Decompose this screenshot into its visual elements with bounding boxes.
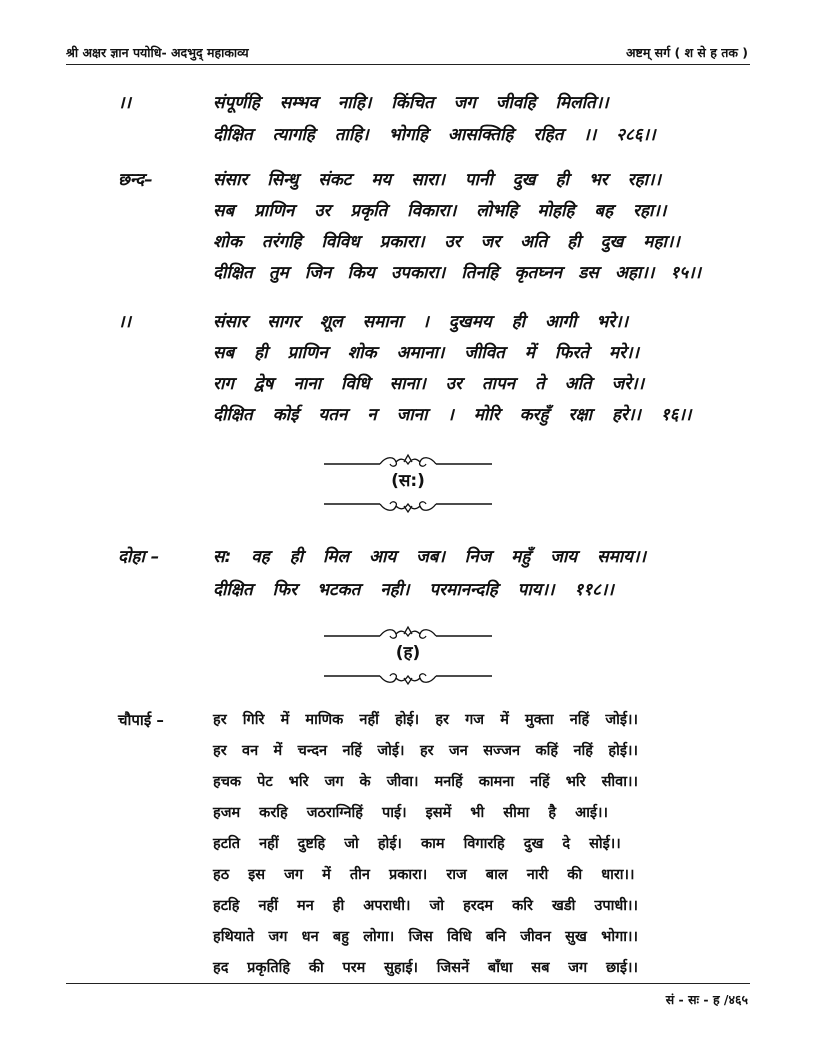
page-header (66, 40, 750, 65)
verse-line: हथियाते जग धन बहु लोगा। जिस विधि बनि जीवन सुख भोगा।। (213, 929, 638, 945)
verse-line: हर वन में चन्दन नहिं जोई। हर जन सज्जन कहिं नहिं होई।। (213, 743, 638, 759)
verse-line: संसार सागर शूल समाना । दुखमय ही आगी भरे।। (213, 312, 629, 332)
verse-line: दीक्षित तुम जिन किय उपकारा। तिनहि कृतघ्नन डस अहा।। १५।। (213, 263, 701, 283)
verse-line: हटति नहीं दुष्टहि जो होई। काम विगारहि दुख दे सोई।। (213, 836, 621, 852)
verse-line: हजम करहि जठराग्निहिं पाई। इसमें भी सीमा है आई।। (213, 805, 608, 821)
verse-line: हचक पेट भरि जग के जीवा। मनहिं कामना नहिं भरि सीवा।। (213, 774, 638, 790)
verse-line: राग द्वेष नाना विधि साना। उर तापन ते अति जरे।। (213, 374, 645, 394)
verse-line: हद प्रकृतिहि की परम सुहाई। जिसनें बाँधा सब जग छाई।। (213, 960, 638, 976)
section-divider-ha (320, 624, 496, 688)
stanza-label: चौपाई – (118, 711, 164, 729)
chapter-title: अष्टम् सर्ग ( श से ह तक ) (625, 45, 748, 60)
stanza-label: छन्द– (118, 170, 153, 190)
verse-line: शोक तरंगहि विविध प्रकारा। उर जर अति ही दुख महा।। (213, 232, 680, 252)
verse-line: दीक्षित त्यागहि ताहि। भोगहि आसक्तिहि रहित ।। २८६।। (213, 125, 656, 145)
verse-line: सब प्राणिन उर प्रकृति विकारा। लोभहि मोहहि बह रहा।। (213, 201, 667, 221)
stanza-label: दोहा – (118, 547, 160, 567)
verse-line: हठ इस जग में तीन प्रकारा। राज बाल नारी की धारा।। (213, 867, 635, 883)
verse-line: दीक्षित कोई यतन न जाना । मोरि करहुँ रक्षा हरे।। १६।। (213, 405, 692, 425)
section-title: (स:) (391, 471, 425, 491)
verse-line: संपूर्णहि सम्भव नाहि। किंचित जग जीवहि मिलति।। (213, 93, 609, 113)
ornament-bottom-icon (320, 496, 496, 516)
verse-line: स: वह ही मिल आय जब। निज महुँ जाय समाय।। (213, 547, 646, 567)
verse-line: सब ही प्राणिन शोक अमाना। जीवित में फिरते मरे।। (213, 343, 639, 363)
book-title: श्री अक्षर ज्ञान पयोधि- अदभुद् महाकाव्य (66, 45, 249, 60)
verse-line: हर गिरि में माणिक नहीं होई। हर गज में मुक्ता नहिं जोई।। (213, 712, 638, 728)
stanza-label: ।। (118, 312, 131, 332)
page-number: सं - सः - ह /४६५ (665, 992, 748, 1007)
ornament-bottom-icon (320, 668, 496, 688)
verse-line: संसार सिन्धु संकट मय सारा। पानी दुख ही भर रहा।। (213, 170, 661, 190)
section-title: (ह) (395, 643, 421, 663)
verse-line: हटहि नहीं मन ही अपराधी। जो हरदम करि खडी उपाधी।। (213, 898, 638, 914)
footer-rule (66, 983, 750, 984)
section-divider-sah (320, 452, 496, 516)
verse-line: दीक्षित फिर भटकत नही। परमानन्दहि पाय।। ११८।। (213, 580, 614, 600)
stanza-label: ।। (118, 93, 131, 113)
